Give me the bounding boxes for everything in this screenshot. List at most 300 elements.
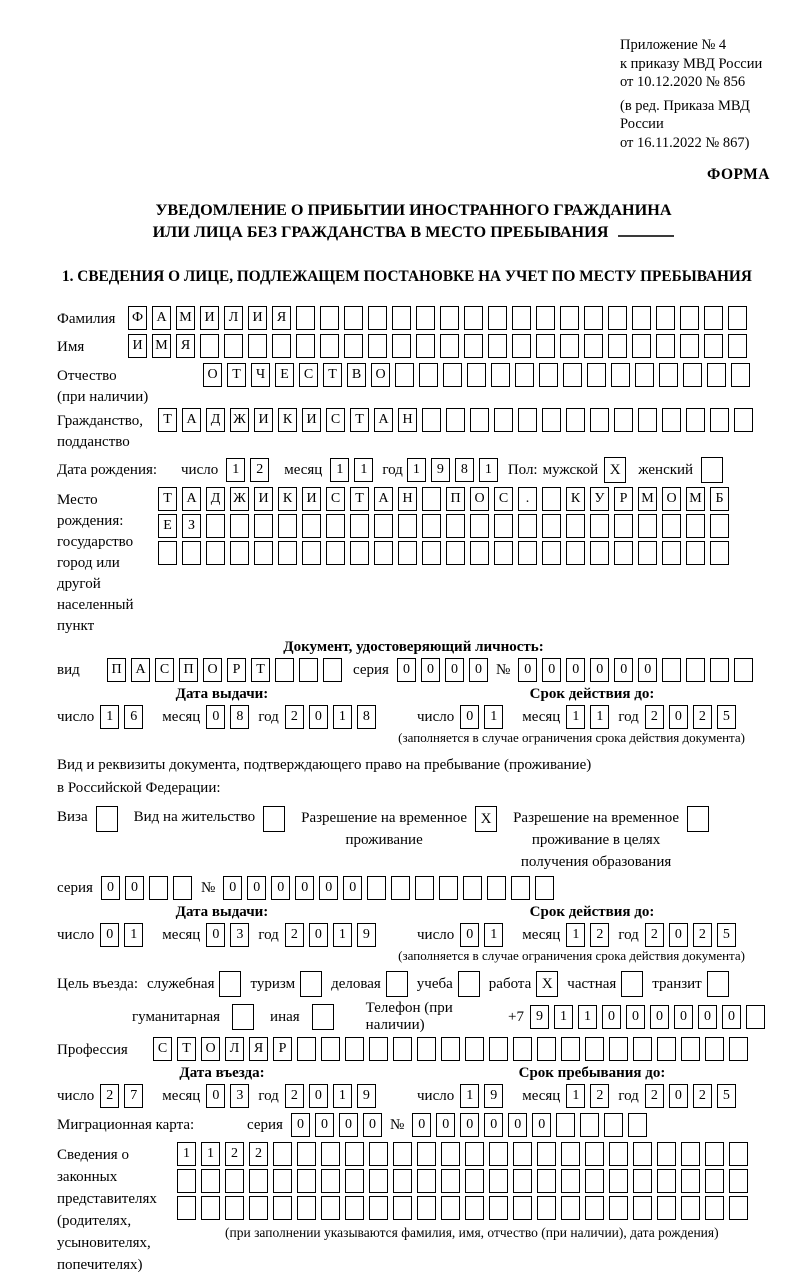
char-cell[interactable]: 0 [309, 1084, 328, 1108]
char-cell[interactable]: О [470, 487, 489, 511]
purpose-business-checkbox[interactable] [386, 971, 408, 997]
char-cell[interactable] [518, 514, 537, 538]
char-cell[interactable] [535, 876, 554, 900]
char-cell[interactable]: 0 [206, 923, 225, 947]
char-cell[interactable] [326, 514, 345, 538]
char-cell[interactable] [374, 541, 393, 565]
purpose-transit-checkbox[interactable] [707, 971, 729, 997]
char-cell[interactable]: С [299, 363, 318, 387]
char-cell[interactable] [350, 541, 369, 565]
char-cell[interactable] [422, 541, 441, 565]
char-cell[interactable] [273, 1196, 292, 1220]
char-cell[interactable] [511, 876, 530, 900]
char-cell[interactable] [710, 408, 729, 432]
char-cell[interactable]: 0 [626, 1005, 645, 1029]
char-cell[interactable] [443, 363, 462, 387]
char-cell[interactable] [662, 541, 681, 565]
char-cell[interactable] [465, 1037, 484, 1061]
char-cell[interactable]: 0 [295, 876, 314, 900]
char-cell[interactable]: 0 [460, 923, 479, 947]
char-cell[interactable] [489, 1169, 508, 1193]
char-cell[interactable]: А [131, 658, 150, 682]
char-cell[interactable]: 1 [578, 1005, 597, 1029]
char-cell[interactable] [731, 363, 750, 387]
char-cell[interactable] [729, 1037, 748, 1061]
char-cell[interactable]: 0 [101, 876, 120, 900]
char-cell[interactable]: 0 [412, 1113, 431, 1137]
char-cell[interactable] [225, 1196, 244, 1220]
char-cell[interactable] [710, 541, 729, 565]
char-cell[interactable]: 2 [645, 1084, 664, 1108]
char-cell[interactable] [417, 1196, 436, 1220]
char-cell[interactable] [513, 1169, 532, 1193]
char-cell[interactable] [584, 334, 603, 358]
char-cell[interactable] [491, 363, 510, 387]
char-cell[interactable] [398, 514, 417, 538]
char-cell[interactable] [710, 658, 729, 682]
char-cell[interactable] [657, 1142, 676, 1166]
char-cell[interactable] [345, 1169, 364, 1193]
char-cell[interactable] [465, 1169, 484, 1193]
char-cell[interactable] [729, 1142, 748, 1166]
char-cell[interactable] [585, 1169, 604, 1193]
char-cell[interactable]: 1 [124, 923, 143, 947]
char-cell[interactable]: Ж [230, 487, 249, 511]
char-cell[interactable]: 7 [124, 1084, 143, 1108]
char-cell[interactable] [323, 658, 342, 682]
char-cell[interactable] [513, 1142, 532, 1166]
char-cell[interactable] [686, 658, 705, 682]
char-cell[interactable] [440, 334, 459, 358]
char-cell[interactable] [369, 1169, 388, 1193]
char-cell[interactable] [489, 1196, 508, 1220]
char-cell[interactable] [681, 1169, 700, 1193]
char-cell[interactable] [489, 1037, 508, 1061]
char-cell[interactable] [368, 306, 387, 330]
char-cell[interactable] [440, 306, 459, 330]
residence-permit-checkbox[interactable] [263, 806, 285, 832]
char-cell[interactable]: 0 [566, 658, 585, 682]
char-cell[interactable] [489, 1142, 508, 1166]
char-cell[interactable]: 1 [333, 705, 352, 729]
char-cell[interactable]: 1 [333, 923, 352, 947]
char-cell[interactable]: Я [176, 334, 195, 358]
char-cell[interactable] [393, 1169, 412, 1193]
char-cell[interactable]: Т [323, 363, 342, 387]
char-cell[interactable]: 3 [230, 1084, 249, 1108]
char-cell[interactable]: . [518, 487, 537, 511]
char-cell[interactable]: Ч [251, 363, 270, 387]
char-cell[interactable] [297, 1037, 316, 1061]
char-cell[interactable]: 0 [669, 923, 688, 947]
char-cell[interactable] [633, 1196, 652, 1220]
char-cell[interactable]: 0 [206, 1084, 225, 1108]
char-cell[interactable] [392, 306, 411, 330]
char-cell[interactable] [609, 1037, 628, 1061]
char-cell[interactable] [681, 1196, 700, 1220]
char-cell[interactable] [632, 306, 651, 330]
char-cell[interactable] [734, 658, 753, 682]
char-cell[interactable] [248, 334, 267, 358]
char-cell[interactable] [464, 306, 483, 330]
char-cell[interactable] [224, 334, 243, 358]
char-cell[interactable] [638, 408, 657, 432]
char-cell[interactable]: 0 [436, 1113, 455, 1137]
char-cell[interactable] [536, 306, 555, 330]
char-cell[interactable] [536, 334, 555, 358]
char-cell[interactable]: 9 [431, 458, 450, 482]
char-cell[interactable] [590, 408, 609, 432]
char-cell[interactable] [585, 1142, 604, 1166]
char-cell[interactable]: 2 [285, 705, 304, 729]
char-cell[interactable] [446, 408, 465, 432]
char-cell[interactable]: 3 [230, 923, 249, 947]
char-cell[interactable]: 1 [566, 1084, 585, 1108]
char-cell[interactable]: 1 [484, 705, 503, 729]
char-cell[interactable] [392, 334, 411, 358]
char-cell[interactable] [681, 1037, 700, 1061]
char-cell[interactable] [273, 1169, 292, 1193]
char-cell[interactable]: 0 [518, 658, 537, 682]
char-cell[interactable]: Р [273, 1037, 292, 1061]
char-cell[interactable]: Т [251, 658, 270, 682]
char-cell[interactable] [320, 334, 339, 358]
char-cell[interactable] [369, 1196, 388, 1220]
char-cell[interactable] [686, 408, 705, 432]
char-cell[interactable] [513, 1037, 532, 1061]
char-cell[interactable] [345, 1196, 364, 1220]
char-cell[interactable]: Л [224, 306, 243, 330]
char-cell[interactable]: П [107, 658, 126, 682]
char-cell[interactable] [467, 363, 486, 387]
char-cell[interactable] [561, 1142, 580, 1166]
char-cell[interactable]: О [203, 658, 222, 682]
char-cell[interactable]: 0 [100, 923, 119, 947]
char-cell[interactable] [446, 514, 465, 538]
char-cell[interactable] [230, 541, 249, 565]
char-cell[interactable]: И [128, 334, 147, 358]
char-cell[interactable]: Д [206, 408, 225, 432]
char-cell[interactable] [302, 514, 321, 538]
char-cell[interactable]: 0 [532, 1113, 551, 1137]
char-cell[interactable]: 2 [590, 1084, 609, 1108]
char-cell[interactable]: 0 [614, 658, 633, 682]
char-cell[interactable] [422, 514, 441, 538]
char-cell[interactable] [465, 1196, 484, 1220]
char-cell[interactable] [415, 876, 434, 900]
char-cell[interactable] [662, 408, 681, 432]
char-cell[interactable]: 1 [354, 458, 373, 482]
char-cell[interactable] [537, 1196, 556, 1220]
char-cell[interactable] [416, 334, 435, 358]
char-cell[interactable]: 0 [669, 1084, 688, 1108]
char-cell[interactable] [206, 541, 225, 565]
char-cell[interactable]: 0 [291, 1113, 310, 1137]
char-cell[interactable] [345, 1142, 364, 1166]
char-cell[interactable]: 2 [100, 1084, 119, 1108]
char-cell[interactable] [368, 334, 387, 358]
char-cell[interactable] [635, 363, 654, 387]
char-cell[interactable] [512, 306, 531, 330]
char-cell[interactable] [177, 1169, 196, 1193]
char-cell[interactable]: О [201, 1037, 220, 1061]
char-cell[interactable] [657, 1037, 676, 1061]
char-cell[interactable] [369, 1037, 388, 1061]
char-cell[interactable] [278, 541, 297, 565]
char-cell[interactable]: 2 [693, 1084, 712, 1108]
temp-residence-checkbox[interactable]: X [475, 806, 497, 832]
char-cell[interactable]: К [278, 487, 297, 511]
char-cell[interactable]: И [254, 487, 273, 511]
char-cell[interactable] [272, 334, 291, 358]
char-cell[interactable]: 1 [590, 705, 609, 729]
char-cell[interactable] [417, 1037, 436, 1061]
char-cell[interactable] [662, 514, 681, 538]
char-cell[interactable] [249, 1196, 268, 1220]
char-cell[interactable] [633, 1037, 652, 1061]
char-cell[interactable] [463, 876, 482, 900]
char-cell[interactable] [422, 487, 441, 511]
char-cell[interactable] [705, 1142, 724, 1166]
char-cell[interactable] [632, 334, 651, 358]
char-cell[interactable]: А [152, 306, 171, 330]
char-cell[interactable] [393, 1142, 412, 1166]
purpose-tourism-checkbox[interactable] [300, 971, 322, 997]
char-cell[interactable] [537, 1142, 556, 1166]
char-cell[interactable] [391, 876, 410, 900]
char-cell[interactable]: 1 [226, 458, 245, 482]
char-cell[interactable] [515, 363, 534, 387]
char-cell[interactable] [566, 408, 585, 432]
char-cell[interactable] [704, 306, 723, 330]
char-cell[interactable] [512, 334, 531, 358]
char-cell[interactable] [182, 541, 201, 565]
char-cell[interactable] [628, 1113, 647, 1137]
char-cell[interactable] [580, 1113, 599, 1137]
char-cell[interactable]: 0 [247, 876, 266, 900]
char-cell[interactable]: 5 [717, 923, 736, 947]
char-cell[interactable]: Я [249, 1037, 268, 1061]
char-cell[interactable]: О [371, 363, 390, 387]
char-cell[interactable] [177, 1196, 196, 1220]
char-cell[interactable]: 9 [357, 923, 376, 947]
char-cell[interactable] [705, 1037, 724, 1061]
gender-male-checkbox[interactable]: X [604, 457, 626, 483]
char-cell[interactable] [230, 514, 249, 538]
char-cell[interactable]: А [374, 408, 393, 432]
char-cell[interactable]: Д [206, 487, 225, 511]
char-cell[interactable] [446, 541, 465, 565]
char-cell[interactable]: Р [227, 658, 246, 682]
char-cell[interactable] [488, 334, 507, 358]
char-cell[interactable] [254, 514, 273, 538]
char-cell[interactable]: И [302, 487, 321, 511]
char-cell[interactable]: 1 [201, 1142, 220, 1166]
char-cell[interactable]: 0 [469, 658, 488, 682]
char-cell[interactable]: С [153, 1037, 172, 1061]
char-cell[interactable]: 2 [225, 1142, 244, 1166]
char-cell[interactable] [680, 306, 699, 330]
char-cell[interactable] [254, 541, 273, 565]
char-cell[interactable] [494, 514, 513, 538]
gender-female-checkbox[interactable] [701, 457, 723, 483]
char-cell[interactable] [657, 1196, 676, 1220]
char-cell[interactable] [611, 363, 630, 387]
char-cell[interactable] [273, 1142, 292, 1166]
char-cell[interactable]: Р [614, 487, 633, 511]
purpose-official-checkbox[interactable] [219, 971, 241, 997]
char-cell[interactable]: 1 [460, 1084, 479, 1108]
char-cell[interactable]: 6 [124, 705, 143, 729]
char-cell[interactable]: 0 [319, 876, 338, 900]
char-cell[interactable] [561, 1037, 580, 1061]
char-cell[interactable] [439, 876, 458, 900]
char-cell[interactable] [297, 1142, 316, 1166]
char-cell[interactable]: 9 [530, 1005, 549, 1029]
char-cell[interactable]: М [152, 334, 171, 358]
char-cell[interactable] [494, 541, 513, 565]
char-cell[interactable] [345, 1037, 364, 1061]
char-cell[interactable]: У [590, 487, 609, 511]
char-cell[interactable]: 5 [717, 1084, 736, 1108]
char-cell[interactable] [275, 658, 294, 682]
char-cell[interactable]: 8 [357, 705, 376, 729]
char-cell[interactable] [561, 1169, 580, 1193]
char-cell[interactable] [560, 306, 579, 330]
char-cell[interactable] [470, 541, 489, 565]
char-cell[interactable]: 0 [223, 876, 242, 900]
char-cell[interactable]: 1 [484, 923, 503, 947]
char-cell[interactable] [556, 1113, 575, 1137]
char-cell[interactable]: 2 [693, 923, 712, 947]
char-cell[interactable]: 5 [717, 705, 736, 729]
char-cell[interactable]: Т [177, 1037, 196, 1061]
char-cell[interactable]: А [374, 487, 393, 511]
char-cell[interactable]: С [494, 487, 513, 511]
char-cell[interactable]: 8 [230, 705, 249, 729]
char-cell[interactable]: Л [225, 1037, 244, 1061]
char-cell[interactable] [369, 1142, 388, 1166]
char-cell[interactable]: 1 [100, 705, 119, 729]
char-cell[interactable] [746, 1005, 765, 1029]
char-cell[interactable] [225, 1169, 244, 1193]
char-cell[interactable]: 2 [590, 923, 609, 947]
char-cell[interactable] [614, 541, 633, 565]
char-cell[interactable]: 0 [309, 923, 328, 947]
char-cell[interactable] [417, 1142, 436, 1166]
char-cell[interactable] [707, 363, 726, 387]
char-cell[interactable]: 1 [407, 458, 426, 482]
char-cell[interactable] [320, 306, 339, 330]
purpose-other-checkbox[interactable] [312, 1004, 334, 1030]
char-cell[interactable]: 1 [479, 458, 498, 482]
char-cell[interactable]: 2 [645, 705, 664, 729]
char-cell[interactable]: С [155, 658, 174, 682]
purpose-private-checkbox[interactable] [621, 971, 643, 997]
char-cell[interactable]: 1 [554, 1005, 573, 1029]
char-cell[interactable] [542, 487, 561, 511]
char-cell[interactable] [728, 334, 747, 358]
char-cell[interactable] [683, 363, 702, 387]
char-cell[interactable]: Е [275, 363, 294, 387]
char-cell[interactable]: М [176, 306, 195, 330]
char-cell[interactable] [249, 1169, 268, 1193]
char-cell[interactable] [609, 1196, 628, 1220]
char-cell[interactable] [705, 1196, 724, 1220]
char-cell[interactable] [537, 1169, 556, 1193]
char-cell[interactable] [686, 541, 705, 565]
char-cell[interactable] [633, 1169, 652, 1193]
char-cell[interactable] [585, 1196, 604, 1220]
char-cell[interactable]: 1 [566, 923, 585, 947]
char-cell[interactable] [395, 363, 414, 387]
char-cell[interactable]: 0 [206, 705, 225, 729]
char-cell[interactable]: Б [710, 487, 729, 511]
char-cell[interactable]: 8 [455, 458, 474, 482]
char-cell[interactable]: 0 [125, 876, 144, 900]
char-cell[interactable] [537, 1037, 556, 1061]
char-cell[interactable] [464, 334, 483, 358]
char-cell[interactable]: 2 [693, 705, 712, 729]
char-cell[interactable] [487, 876, 506, 900]
char-cell[interactable] [299, 658, 318, 682]
char-cell[interactable] [173, 876, 192, 900]
char-cell[interactable] [296, 306, 315, 330]
char-cell[interactable]: 0 [309, 705, 328, 729]
char-cell[interactable] [488, 306, 507, 330]
char-cell[interactable] [344, 306, 363, 330]
char-cell[interactable]: И [200, 306, 219, 330]
char-cell[interactable] [321, 1037, 340, 1061]
char-cell[interactable] [465, 1142, 484, 1166]
char-cell[interactable]: Н [398, 408, 417, 432]
char-cell[interactable]: 0 [460, 1113, 479, 1137]
char-cell[interactable]: К [566, 487, 585, 511]
char-cell[interactable]: С [326, 408, 345, 432]
char-cell[interactable]: 2 [645, 923, 664, 947]
char-cell[interactable]: 1 [566, 705, 585, 729]
char-cell[interactable] [149, 876, 168, 900]
char-cell[interactable] [656, 334, 675, 358]
purpose-work-checkbox[interactable]: X [536, 971, 558, 997]
char-cell[interactable]: Н [398, 487, 417, 511]
char-cell[interactable]: А [182, 487, 201, 511]
char-cell[interactable]: 1 [177, 1142, 196, 1166]
char-cell[interactable] [417, 1169, 436, 1193]
char-cell[interactable] [638, 514, 657, 538]
char-cell[interactable] [494, 408, 513, 432]
char-cell[interactable] [539, 363, 558, 387]
char-cell[interactable] [604, 1113, 623, 1137]
char-cell[interactable] [441, 1142, 460, 1166]
char-cell[interactable]: 1 [333, 1084, 352, 1108]
char-cell[interactable] [374, 514, 393, 538]
char-cell[interactable]: 0 [602, 1005, 621, 1029]
char-cell[interactable]: 2 [250, 458, 269, 482]
char-cell[interactable]: Ф [128, 306, 147, 330]
char-cell[interactable] [518, 408, 537, 432]
char-cell[interactable] [566, 541, 585, 565]
char-cell[interactable] [662, 658, 681, 682]
char-cell[interactable] [296, 334, 315, 358]
purpose-study-checkbox[interactable] [458, 971, 480, 997]
char-cell[interactable]: 0 [484, 1113, 503, 1137]
char-cell[interactable]: 0 [542, 658, 561, 682]
char-cell[interactable] [734, 408, 753, 432]
char-cell[interactable] [278, 514, 297, 538]
char-cell[interactable]: Т [227, 363, 246, 387]
char-cell[interactable]: 0 [343, 876, 362, 900]
